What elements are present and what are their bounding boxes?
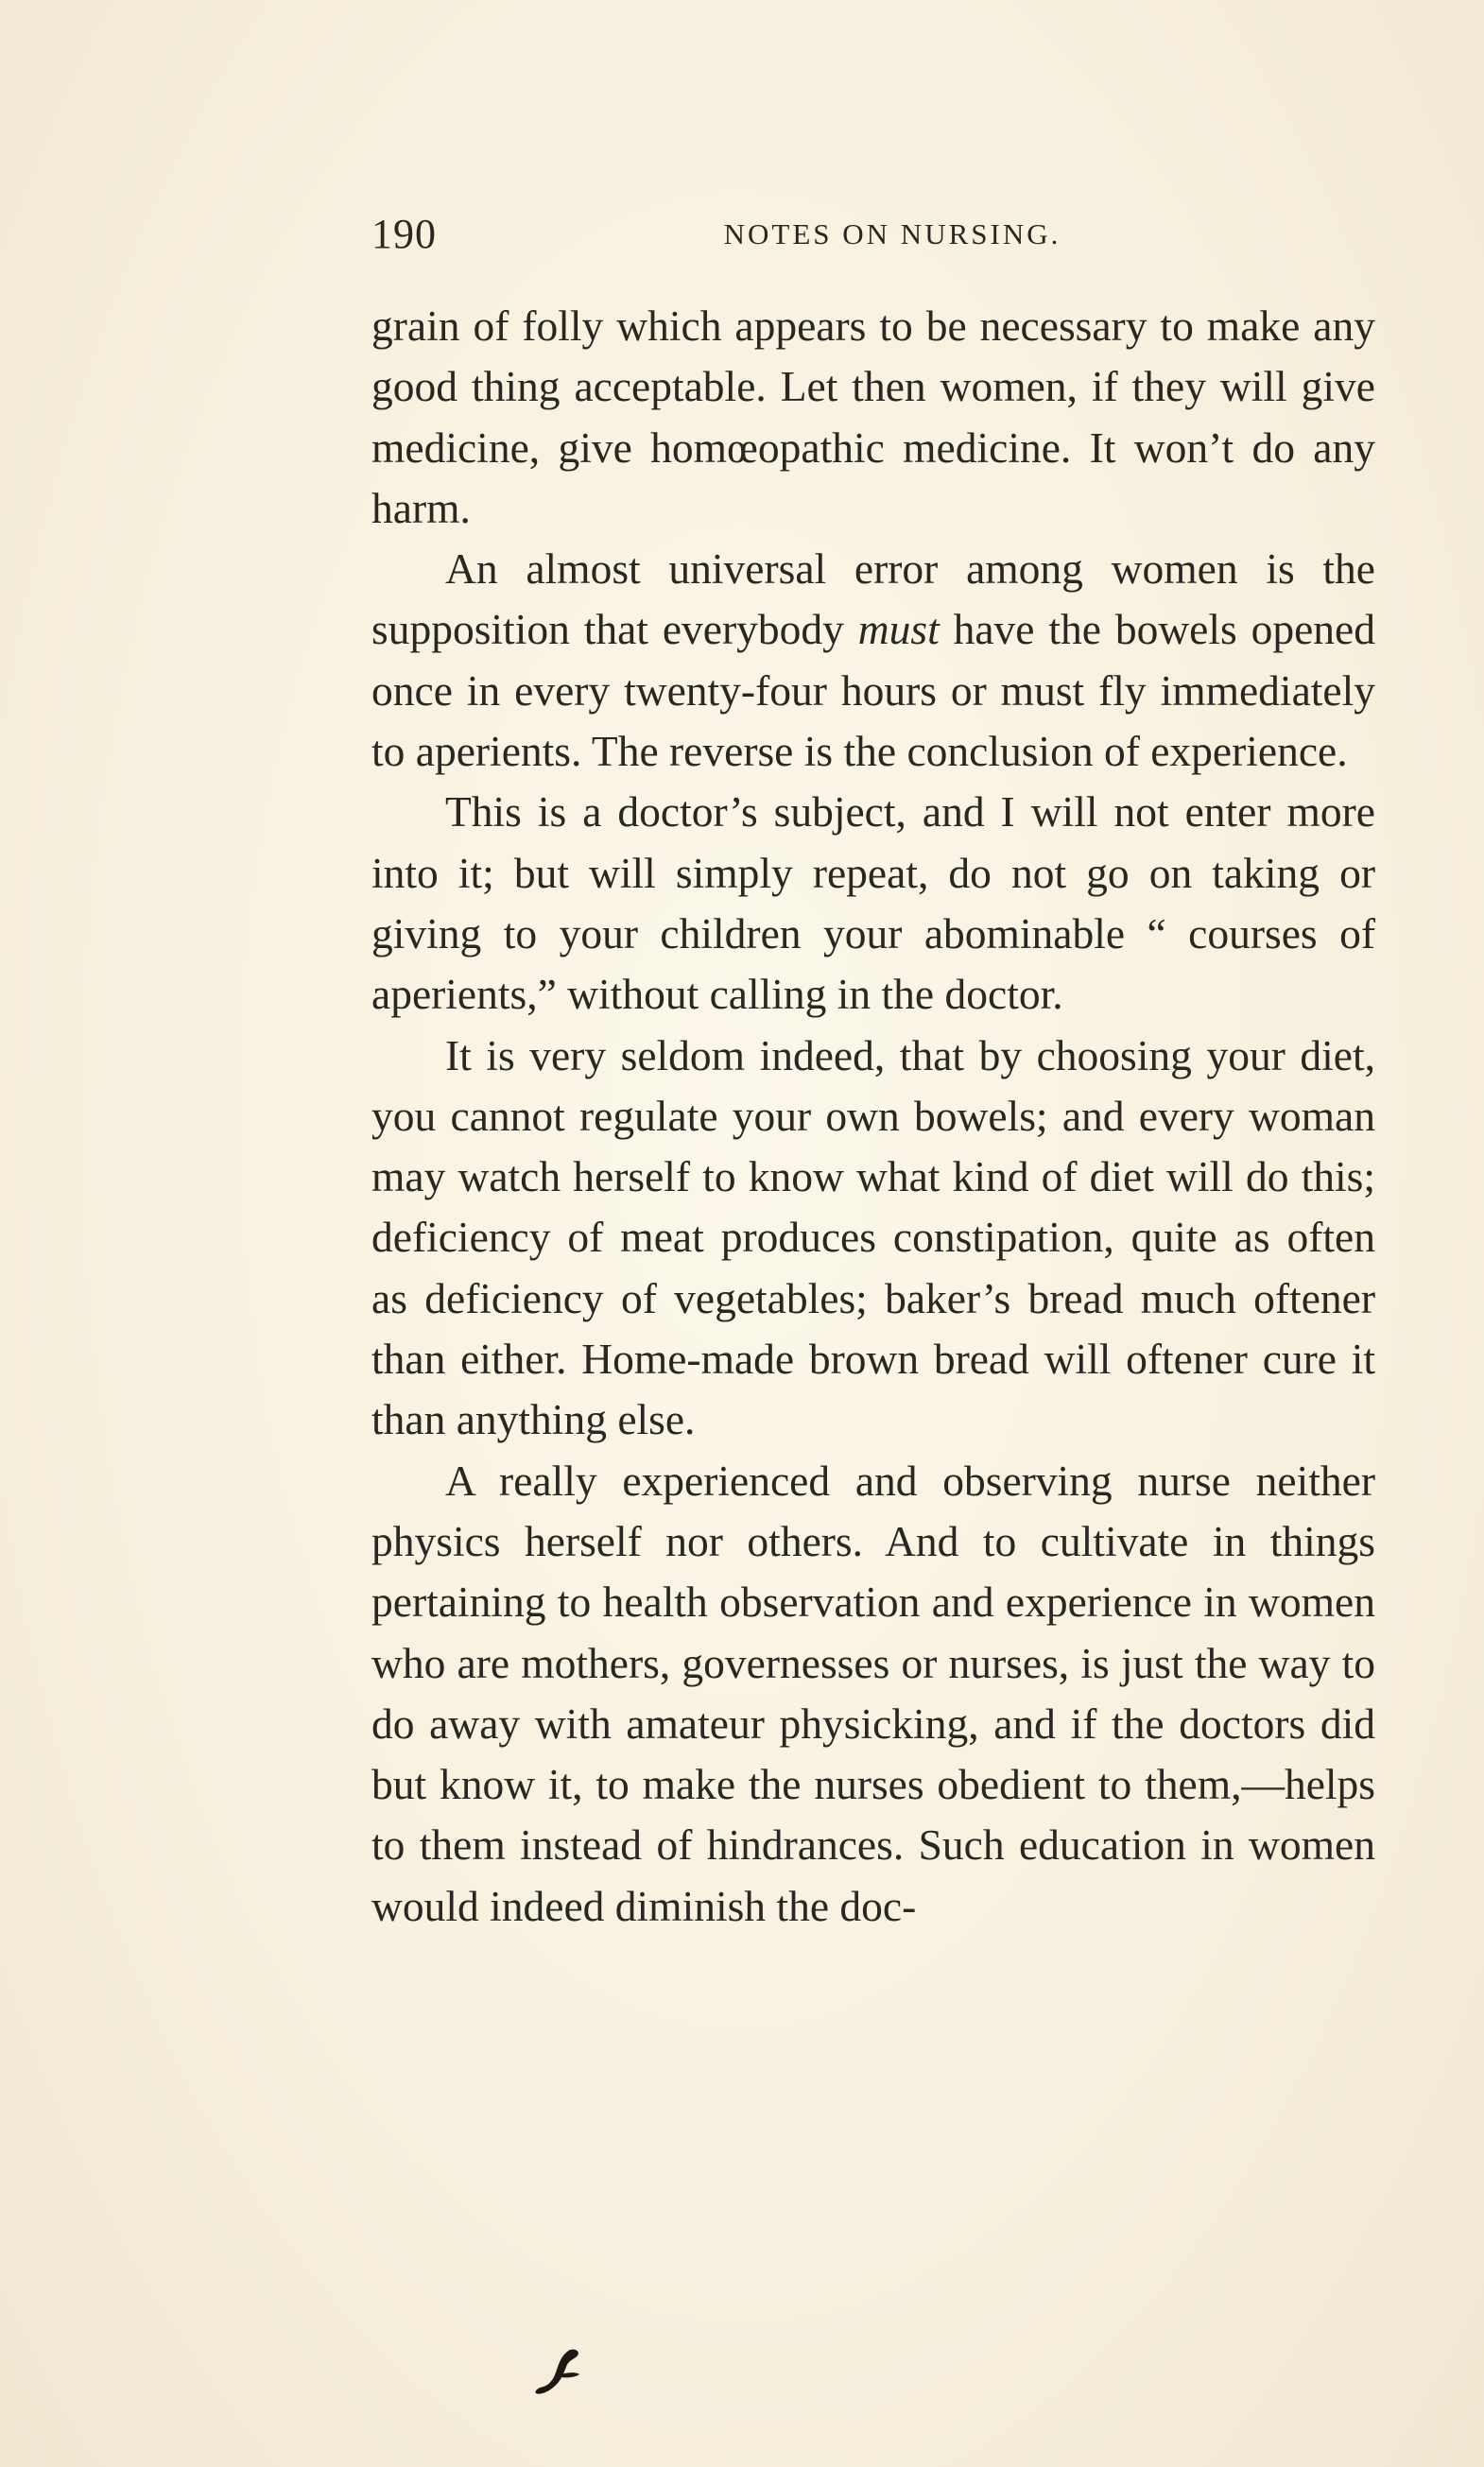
paragraph-2-text-after: have the bowels opened once in every twenty-four hours or must fly immediately to aperients. The reverse is the conclusion of experience.: [371, 605, 1375, 776]
page-number: 190: [371, 211, 437, 257]
paragraph-1: grain of folly which appears to be necessary to make any good thing acceptable. Let then women, if they will give medicine, give homœopathic medicine. It won’t do any harm.: [371, 302, 1375, 532]
running-title: NOTES ON NURSING.: [723, 217, 1061, 250]
body-text: [371, 296, 1375, 1937]
paragraph-4: It is very seldom indeed, that by choosing your diet, you cannot regulate your own bowels; and every woman may watch herself to know what kind of diet will do this; deficiency of meat produces constipation, quite as often as deficiency of vegetables; baker’s bread much oftener than either. Home-made brown bread will oftener cure it than anything else.: [371, 1030, 1375, 1444]
paragraph-2: [371, 539, 1375, 782]
paragraph-5: A really experienced and observing nurse neither physics herself nor others. And to cultivate in things pertaining to health observation and experience in women who are mothers, governesses or nurses, is just the way to do away with amateur physicking, and if the doctors did but know it, to make the nurses obedient to them,—helps to them instead of hindrances. Such education in women would indeed diminish the doc-: [371, 1456, 1375, 1930]
paragraph-2-emphasis: must: [857, 605, 940, 654]
paragraph-3: This is a doctor’s subject, and I will not enter more into it; but will simply repeat, do not go on taking or giving to your children your abominable “ courses of aperients,” without calling in the doctor.: [371, 787, 1375, 1019]
paragraph-2-text-before: An almost universal error among women is the supposition that everybody: [371, 544, 1375, 654]
running-head: [371, 206, 1375, 263]
ink-blot-mark: [532, 2346, 587, 2399]
